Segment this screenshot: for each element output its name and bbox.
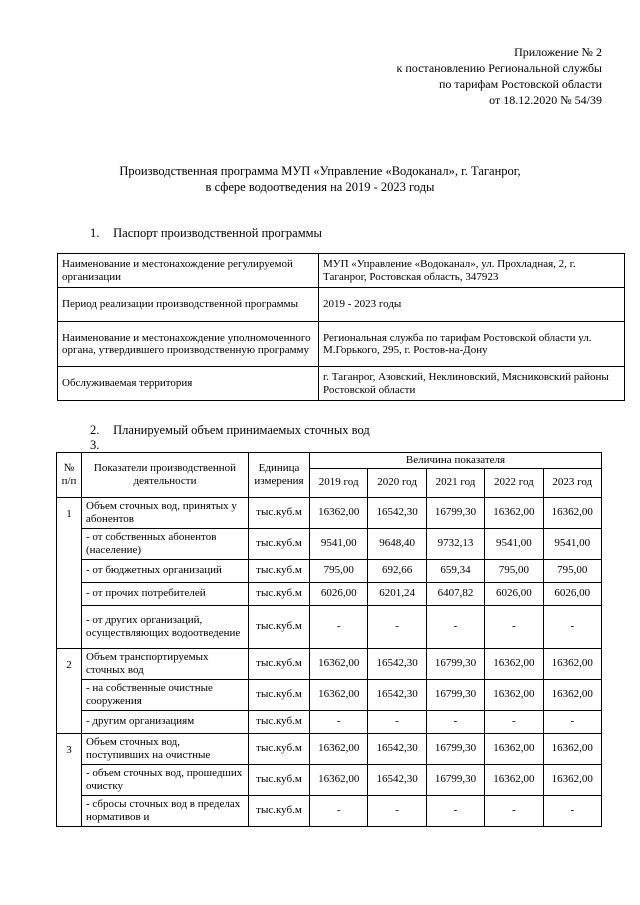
value-cell: 16362,00 [543,764,601,795]
passport-table [57,253,625,401]
row-number: 3 [57,733,82,826]
value-cell: 16362,00 [310,733,368,764]
passport-value: МУП «Управление «Водоканал», ул. Прохладная, 2, г. Таганрог, Ростовская область, 347923 [319,254,625,288]
value-cell: 16799,30 [426,764,484,795]
value-cell: 6407,82 [426,582,484,605]
value-cell: - [485,710,543,733]
value-cell: 6201,24 [368,582,426,605]
indicator-name: - другим организациям [82,710,249,733]
passport-value: г. Таганрог, Азовский, Неклиновский, Мясниковский районы Ростовской области [319,367,625,401]
value-cell: 16362,00 [543,733,601,764]
unit-cell: тыс.куб.м [249,605,310,648]
value-cell: - [485,605,543,648]
value-cell: - [426,710,484,733]
indicator-name: Объем транспортируемых сточных вод [82,648,249,679]
header-row [57,453,602,469]
value-cell: 16362,00 [485,733,543,764]
col-header-year: 2023 год [543,468,601,497]
section-title: Паспорт производственной программы [113,226,322,240]
section-heading-2 [90,422,370,438]
passport-label: Наименование и местонахождение регулируемой организации [58,254,319,288]
table-row [57,605,602,648]
document-title [0,163,640,195]
value-cell: 16542,30 [368,733,426,764]
unit-cell: тыс.куб.м [249,710,310,733]
value-cell: 6026,00 [543,582,601,605]
value-cell: 6026,00 [310,582,368,605]
section-heading-3 [90,437,110,453]
value-cell: - [426,795,484,826]
value-cell: 9732,13 [426,528,484,559]
section-title: Планируемый объем принимаемых сточных вод [113,423,370,437]
section-number: 1. [90,226,100,240]
value-cell: 692,66 [368,559,426,582]
value-cell: 16362,00 [485,679,543,710]
title-line: Производственная программа МУП «Управление «Водоканал», г. Таганрог, [119,164,521,178]
table-row [58,288,625,322]
indicator-name: Объем сточных вод, принятых у абонентов [82,497,249,528]
indicator-name: - на собственные очистные сооружения [82,679,249,710]
value-cell: 16799,30 [426,679,484,710]
value-cell: - [310,710,368,733]
value-cell: 795,00 [310,559,368,582]
value-cell: - [426,605,484,648]
table-row [57,710,602,733]
title-line: в сфере водоотведения на 2019 - 2023 годы [205,180,435,194]
value-cell: - [368,710,426,733]
value-cell: 9648,40 [368,528,426,559]
table-row [57,497,602,528]
unit-cell: тыс.куб.м [249,559,310,582]
value-cell: 16542,30 [368,764,426,795]
table-row [58,367,625,401]
value-cell: 16799,30 [426,733,484,764]
value-cell: 16542,30 [368,679,426,710]
unit-cell: тыс.куб.м [249,648,310,679]
value-cell: - [543,795,601,826]
col-header-year: 2019 год [310,468,368,497]
table-row [57,764,602,795]
row-number: 2 [57,648,82,733]
value-cell: 659,34 [426,559,484,582]
table-row [57,559,602,582]
indicator-name: - от бюджетных организаций [82,559,249,582]
passport-value: Региональная служба по тарифам Ростовской области ул. М.Горького, 295, г. Ростов-на-Дону [319,322,625,367]
col-header-indicator: Показатели производственной деятельности [82,453,249,498]
value-cell: 16799,30 [426,648,484,679]
appendix-header [397,44,602,108]
indicator-name: - от прочих потребителей [82,582,249,605]
unit-cell: тыс.куб.м [249,795,310,826]
section-heading-1 [90,225,322,241]
value-cell: 16362,00 [310,764,368,795]
unit-cell: тыс.куб.м [249,733,310,764]
col-header-unit: Единица измерения [249,453,310,498]
value-cell: 9541,00 [485,528,543,559]
unit-cell: тыс.куб.м [249,528,310,559]
value-cell: 6026,00 [485,582,543,605]
value-cell: 16362,00 [310,679,368,710]
value-cell: - [543,710,601,733]
col-header-year: 2020 год [368,468,426,497]
value-cell: - [310,795,368,826]
value-cell: 16362,00 [485,764,543,795]
value-cell: 9541,00 [543,528,601,559]
value-cell: 795,00 [543,559,601,582]
value-cell: 16799,30 [426,497,484,528]
table-row [57,795,602,826]
section-number: 3. [90,438,100,452]
table-row [57,582,602,605]
indicator-name: - сбросы сточных вод в пределах нормативов и [82,795,249,826]
table-row [58,322,625,367]
volume-table [56,452,602,827]
passport-label: Наименование и местонахождение уполномоченного органа, утвердившего производственную программу [58,322,319,367]
value-cell: 16362,00 [543,497,601,528]
col-header-num: № п/п [57,453,82,498]
value-cell: 16362,00 [310,497,368,528]
passport-label: Обслуживаемая территория [58,367,319,401]
col-header-year: 2021 год [426,468,484,497]
value-cell: 9541,00 [310,528,368,559]
table-row [57,733,602,764]
unit-cell: тыс.куб.м [249,582,310,605]
value-cell: 16362,00 [485,648,543,679]
value-cell: - [543,605,601,648]
table-row [58,254,625,288]
value-cell: 16362,00 [543,679,601,710]
indicator-name: - от собственных абонентов (население) [82,528,249,559]
unit-cell: тыс.куб.м [249,497,310,528]
col-header-values: Величина показателя [310,453,602,469]
value-cell: - [485,795,543,826]
value-cell: 16362,00 [310,648,368,679]
unit-cell: тыс.куб.м [249,679,310,710]
table-row [57,528,602,559]
table-row [57,679,602,710]
value-cell: - [368,605,426,648]
appendix-line: от 18.12.2020 № 54/39 [489,93,602,107]
appendix-line: по тарифам Ростовской области [438,77,602,91]
indicator-name: Объем сточных вод, поступивших на очистные [82,733,249,764]
col-header-year: 2022 год [485,468,543,497]
table-row [57,648,602,679]
unit-cell: тыс.куб.м [249,764,310,795]
value-cell: 795,00 [485,559,543,582]
appendix-line: Приложение № 2 [514,45,602,59]
value-cell: 16542,30 [368,497,426,528]
value-cell: 16542,30 [368,648,426,679]
value-cell: - [368,795,426,826]
indicator-name: - объем сточных вод, прошедших очистку [82,764,249,795]
appendix-line: к постановлению Региональной службы [396,61,602,75]
value-cell: 16362,00 [543,648,601,679]
passport-label: Период реализации производственной программы [58,288,319,322]
section-number: 2. [90,423,100,437]
row-number: 1 [57,497,82,648]
value-cell: 16362,00 [485,497,543,528]
value-cell: - [310,605,368,648]
passport-value: 2019 - 2023 годы [319,288,625,322]
indicator-name: - от других организаций, осуществляющих водоотведение [82,605,249,648]
